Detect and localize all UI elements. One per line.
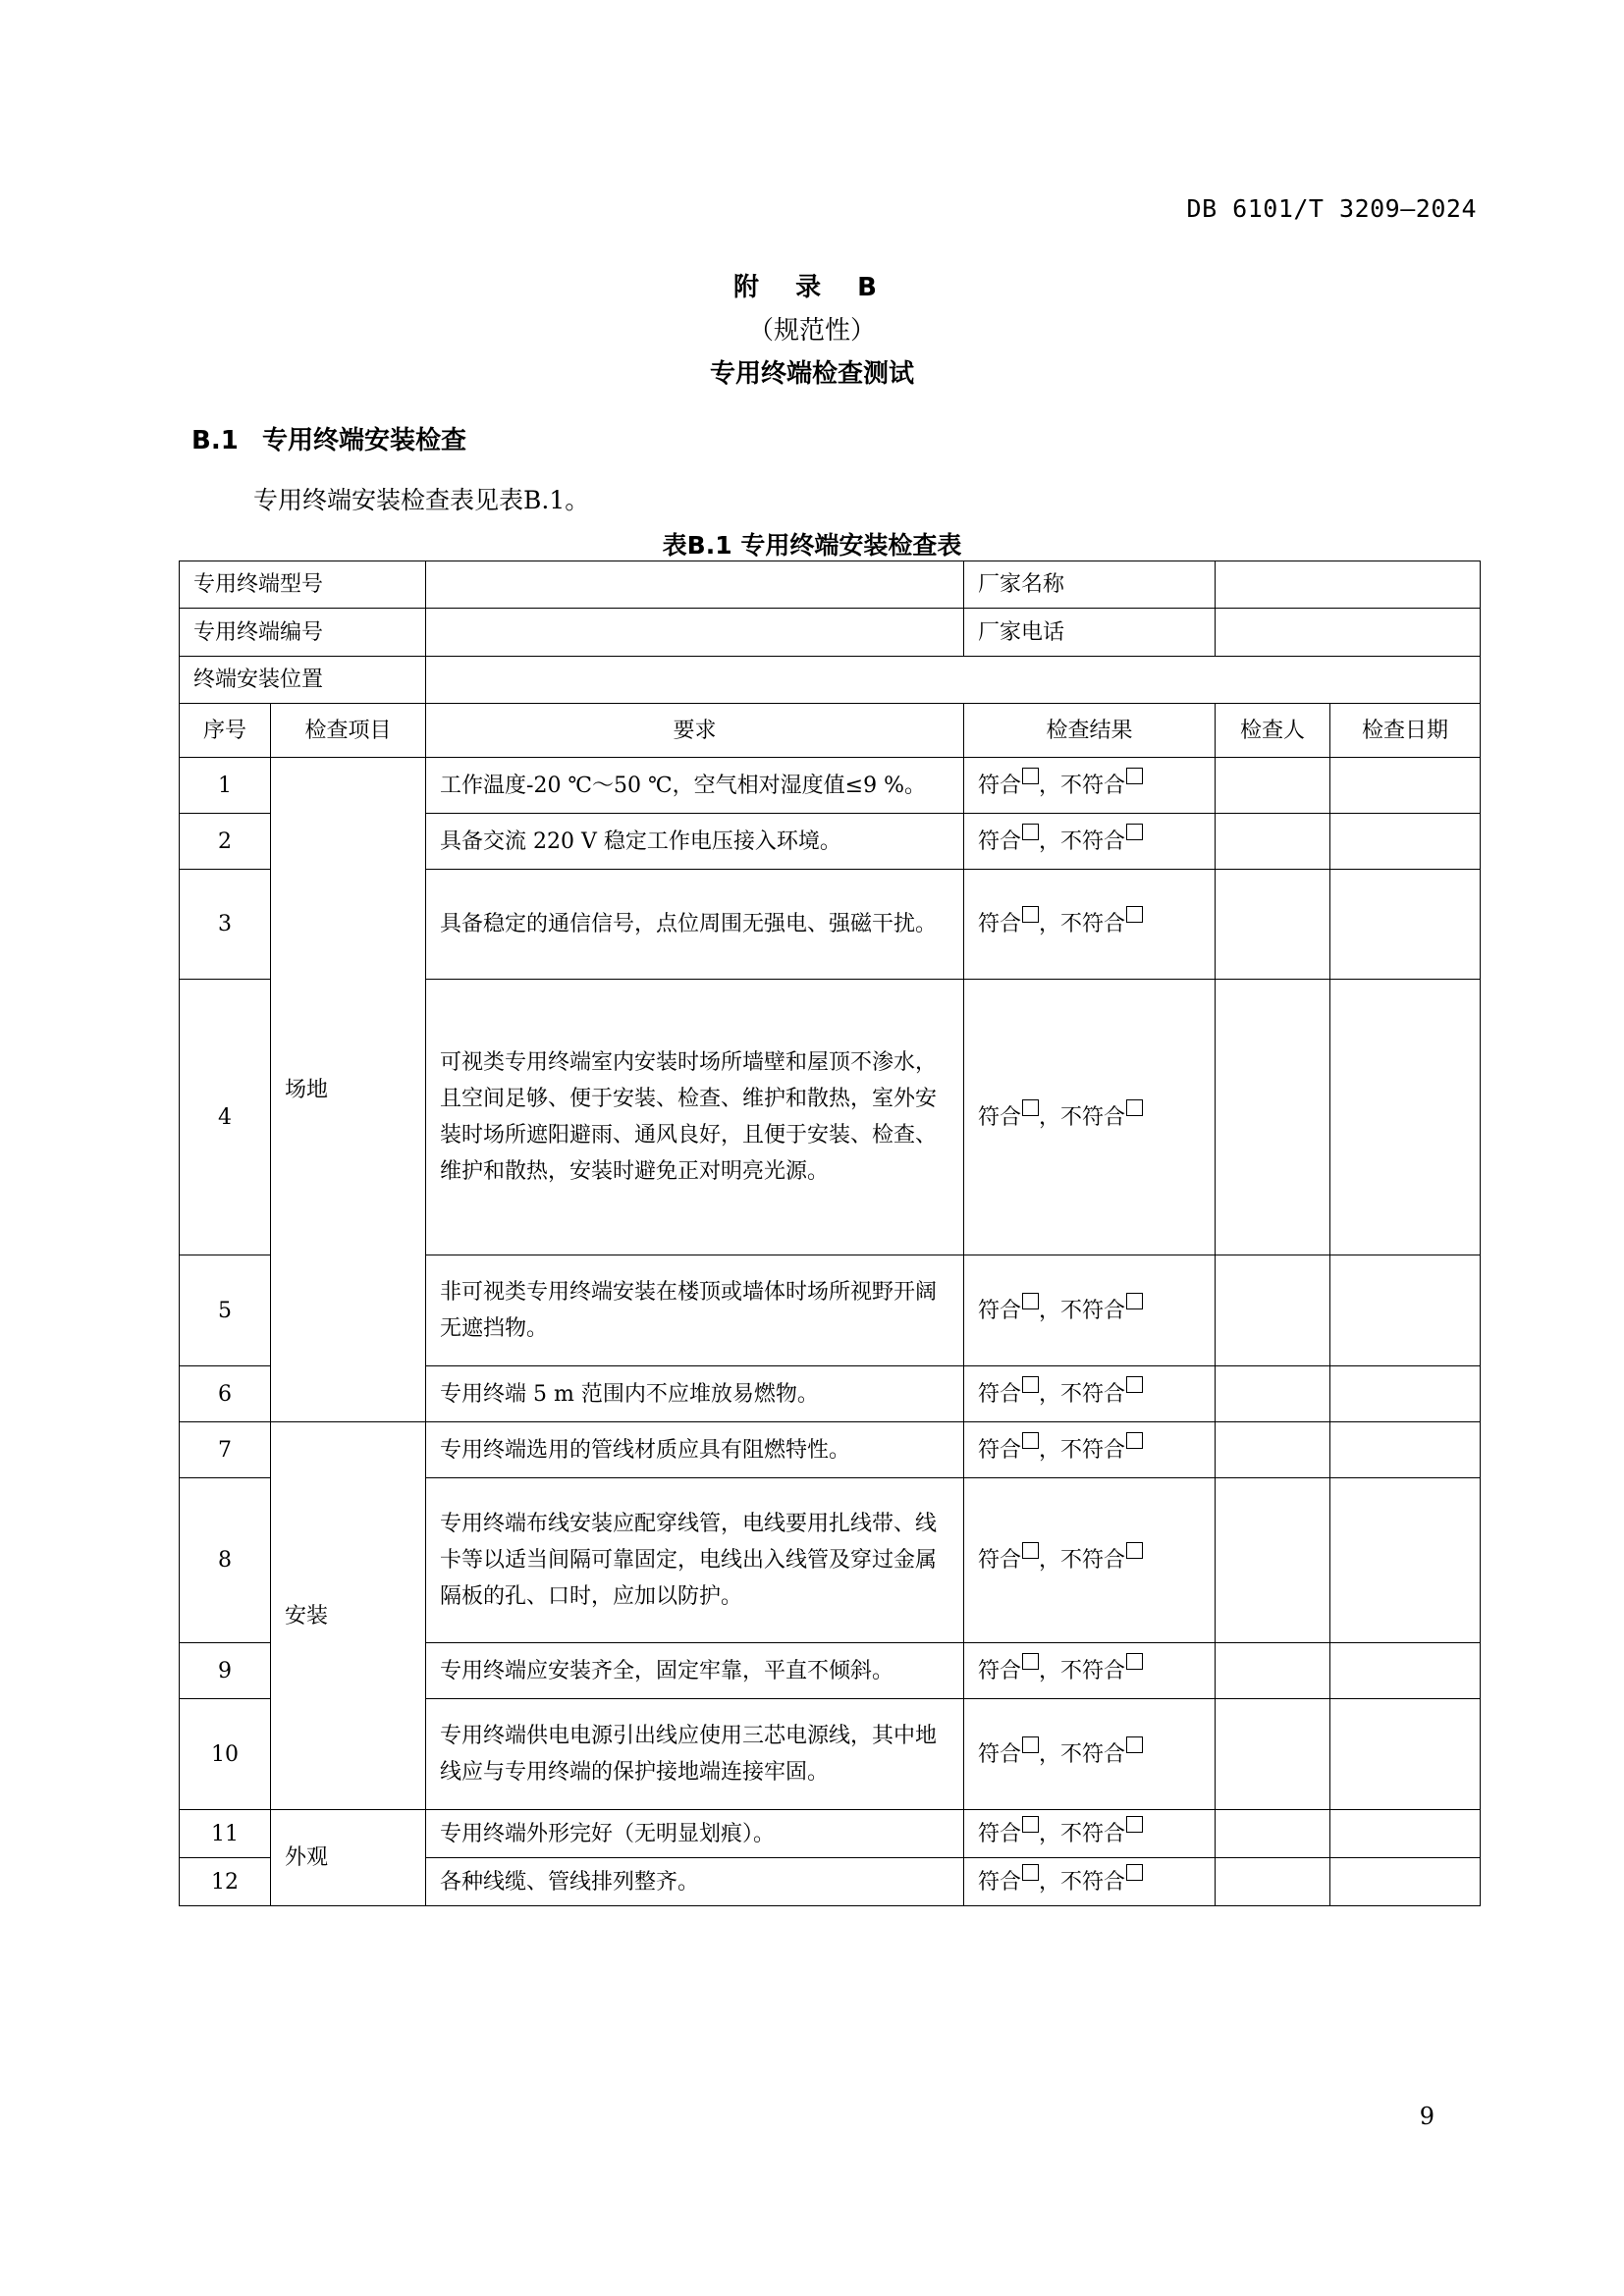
row-result — [964, 1810, 1216, 1858]
row-inspector[interactable] — [1216, 980, 1330, 1255]
nok-checkbox[interactable] — [1126, 1099, 1143, 1116]
ok-label: 符合 — [978, 1381, 1022, 1407]
ok-checkbox[interactable] — [1022, 1432, 1039, 1449]
page-number: 9 — [1419, 2103, 1435, 2130]
row-seq: 5 — [180, 1255, 271, 1366]
info-row-model — [180, 561, 1481, 609]
location-label: 终端安装位置 — [180, 657, 426, 704]
header-result: 检查结果 — [964, 704, 1216, 758]
row-inspector[interactable] — [1216, 1255, 1330, 1366]
nok-label: 不符合 — [1060, 1437, 1126, 1463]
model-value — [426, 561, 964, 609]
nok-label: 不符合 — [1060, 1869, 1126, 1895]
row-result — [964, 1699, 1216, 1810]
nok-label: 不符合 — [1060, 1821, 1126, 1846]
location-value — [426, 657, 1481, 704]
ok-checkbox[interactable] — [1022, 1376, 1039, 1393]
result-separator: ， — [1039, 912, 1061, 936]
row-result — [964, 980, 1216, 1255]
ok-label: 符合 — [978, 1869, 1022, 1895]
row-requirement: 专用终端 5 m 范围内不应堆放易燃物。 — [426, 1366, 964, 1422]
ok-checkbox[interactable] — [1022, 1653, 1039, 1670]
ok-checkbox[interactable] — [1022, 824, 1039, 840]
row-requirement: 工作温度-20 ℃～50 ℃，空气相对湿度值≤9 %。 — [426, 758, 964, 814]
row-requirement: 具备交流 220 V 稳定工作电压接入环境。 — [426, 814, 964, 870]
ok-label: 符合 — [978, 828, 1022, 854]
row-inspector[interactable] — [1216, 758, 1330, 814]
row-date[interactable] — [1330, 1858, 1481, 1906]
ok-label: 符合 — [978, 1298, 1022, 1323]
nok-label: 不符合 — [1060, 828, 1126, 854]
result-separator: ， — [1039, 1437, 1061, 1463]
row-date[interactable] — [1330, 1643, 1481, 1699]
row-result — [964, 1643, 1216, 1699]
document-code: DB 6101/T 3209—2024 — [1186, 194, 1477, 223]
row-date[interactable] — [1330, 814, 1481, 870]
nok-checkbox[interactable] — [1126, 824, 1143, 840]
row-seq: 8 — [180, 1478, 271, 1643]
row-seq: 12 — [180, 1858, 271, 1906]
group-install: 安装 — [271, 1422, 426, 1810]
row-inspector[interactable] — [1216, 1699, 1330, 1810]
result-separator: ， — [1039, 1658, 1061, 1683]
row-result — [964, 1858, 1216, 1906]
header-inspector: 检查人 — [1216, 704, 1330, 758]
nok-label: 不符合 — [1060, 1658, 1126, 1683]
row-requirement: 专用终端选用的管线材质应具有阻燃特性。 — [426, 1422, 964, 1478]
row-requirement: 专用终端供电电源引出线应使用三芯电源线，其中地线应与专用终端的保护接地端连接牢固。 — [426, 1699, 964, 1810]
row-seq: 4 — [180, 980, 271, 1255]
row-date[interactable] — [1330, 1810, 1481, 1858]
row-seq: 9 — [180, 1643, 271, 1699]
row-date[interactable] — [1330, 1478, 1481, 1643]
row-requirement: 专用终端布线安装应配穿线管，电线要用扎线带、线卡等以适当间隔可靠固定，电线出入线管及穿过金属隔板的孔、口时，应加以防护。 — [426, 1478, 964, 1643]
nok-checkbox[interactable] — [1126, 1864, 1143, 1881]
nok-checkbox[interactable] — [1126, 768, 1143, 784]
nok-checkbox[interactable] — [1126, 1653, 1143, 1670]
ok-label: 符合 — [978, 912, 1022, 936]
row-inspector[interactable] — [1216, 1643, 1330, 1699]
info-row-serial — [180, 609, 1481, 657]
annex-title: 附 录 B — [733, 273, 891, 302]
result-separator: ， — [1039, 1869, 1061, 1895]
row-inspector[interactable] — [1216, 1478, 1330, 1643]
row-inspector[interactable] — [1216, 1366, 1330, 1422]
nok-label: 不符合 — [1060, 1381, 1126, 1407]
table-row — [180, 758, 1481, 814]
nok-label: 不符合 — [1060, 912, 1126, 936]
nok-checkbox[interactable] — [1126, 1432, 1143, 1449]
nok-checkbox[interactable] — [1126, 1293, 1143, 1309]
ok-label: 符合 — [978, 1821, 1022, 1846]
row-result — [964, 814, 1216, 870]
row-requirement: 专用终端应安装齐全，固定牢靠，平直不倾斜。 — [426, 1643, 964, 1699]
ok-checkbox[interactable] — [1022, 906, 1039, 923]
maker-value — [1216, 561, 1481, 609]
section-number: B.1 — [191, 426, 239, 455]
result-separator: ， — [1039, 1821, 1061, 1846]
group-site: 场地 — [271, 758, 426, 1422]
ok-label: 符合 — [978, 1548, 1022, 1573]
result-separator: ， — [1039, 828, 1061, 854]
row-inspector[interactable] — [1216, 870, 1330, 980]
row-seq: 1 — [180, 758, 271, 814]
nok-label: 不符合 — [1060, 1548, 1126, 1573]
ok-checkbox[interactable] — [1022, 768, 1039, 784]
result-separator: ， — [1039, 1298, 1061, 1323]
result-separator: ， — [1039, 1548, 1061, 1573]
header-row — [180, 704, 1481, 758]
row-seq: 2 — [180, 814, 271, 870]
annex-type: （规范性） — [747, 316, 876, 346]
table-caption: 表B.1 专用终端安装检查表 — [662, 531, 962, 560]
info-row-location — [180, 657, 1481, 704]
maker-label: 厂家名称 — [964, 561, 1216, 609]
nok-label: 不符合 — [1060, 773, 1126, 798]
section-title: 专用终端安装检查 — [262, 426, 467, 455]
row-result — [964, 758, 1216, 814]
row-result — [964, 1255, 1216, 1366]
ok-label: 符合 — [978, 1104, 1022, 1130]
row-date[interactable] — [1330, 758, 1481, 814]
nok-checkbox[interactable] — [1126, 1816, 1143, 1833]
serial-value — [426, 609, 964, 657]
row-inspector[interactable] — [1216, 814, 1330, 870]
nok-checkbox[interactable] — [1126, 1542, 1143, 1559]
nok-label: 不符合 — [1060, 1741, 1126, 1767]
ok-checkbox[interactable] — [1022, 1099, 1039, 1116]
row-date[interactable] — [1330, 1699, 1481, 1810]
header-requirement: 要求 — [426, 704, 964, 758]
ok-label: 符合 — [978, 1658, 1022, 1683]
result-separator: ， — [1039, 773, 1061, 798]
header-item: 检查项目 — [271, 704, 426, 758]
result-separator: ， — [1039, 1741, 1061, 1767]
ok-checkbox[interactable] — [1022, 1864, 1039, 1881]
row-seq: 6 — [180, 1366, 271, 1422]
row-inspector[interactable] — [1216, 1422, 1330, 1478]
row-date[interactable] — [1330, 1255, 1481, 1366]
group-appearance: 外观 — [271, 1810, 426, 1906]
ok-checkbox[interactable] — [1022, 1293, 1039, 1309]
nok-checkbox[interactable] — [1126, 1376, 1143, 1393]
row-result — [964, 1366, 1216, 1422]
serial-label: 专用终端编号 — [180, 609, 426, 657]
nok-label: 不符合 — [1060, 1298, 1126, 1323]
row-requirement: 各种线缆、管线排列整齐。 — [426, 1858, 964, 1906]
ok-label: 符合 — [978, 1437, 1022, 1463]
phone-label: 厂家电话 — [964, 609, 1216, 657]
row-seq: 10 — [180, 1699, 271, 1810]
table-row — [180, 1422, 1481, 1478]
nok-checkbox[interactable] — [1126, 906, 1143, 923]
intro-paragraph: 专用终端安装检查表见表B.1。 — [253, 486, 590, 514]
row-inspector[interactable] — [1216, 1858, 1330, 1906]
row-requirement: 专用终端外形完好（无明显划痕）。 — [426, 1810, 964, 1858]
ok-label: 符合 — [978, 773, 1022, 798]
ok-checkbox[interactable] — [1022, 1816, 1039, 1833]
nok-checkbox[interactable] — [1126, 1736, 1143, 1753]
result-separator: ， — [1039, 1104, 1061, 1130]
row-requirement: 具备稳定的通信信号，点位周围无强电、强磁干扰。 — [426, 870, 964, 980]
ok-checkbox[interactable] — [1022, 1736, 1039, 1753]
header-date: 检查日期 — [1330, 704, 1481, 758]
nok-label: 不符合 — [1060, 1104, 1126, 1130]
row-date[interactable] — [1330, 1422, 1481, 1478]
phone-value — [1216, 609, 1481, 657]
row-seq: 11 — [180, 1810, 271, 1858]
row-date[interactable] — [1330, 980, 1481, 1255]
row-result — [964, 1422, 1216, 1478]
row-result — [964, 870, 1216, 980]
table-row — [180, 1810, 1481, 1858]
row-seq: 3 — [180, 870, 271, 980]
inspection-table — [179, 561, 1481, 1906]
row-requirement: 可视类专用终端室内安装时场所墙壁和屋顶不渗水，且空间足够、便于安装、检查、维护和散热，室外安装时场所遮阳避雨、通风良好，且便于安装、检查、维护和散热，安装时避免正对明亮光源。 — [426, 980, 964, 1255]
row-inspector[interactable] — [1216, 1810, 1330, 1858]
result-separator: ， — [1039, 1381, 1061, 1407]
ok-checkbox[interactable] — [1022, 1542, 1039, 1559]
annex-name: 专用终端检查测试 — [709, 359, 914, 389]
header-seq: 序号 — [180, 704, 271, 758]
row-date[interactable] — [1330, 1366, 1481, 1422]
row-result — [964, 1478, 1216, 1643]
row-date[interactable] — [1330, 870, 1481, 980]
section-heading — [191, 420, 466, 456]
ok-label: 符合 — [978, 1741, 1022, 1767]
row-seq: 7 — [180, 1422, 271, 1478]
row-requirement: 非可视类专用终端安装在楼顶或墙体时场所视野开阔无遮挡物。 — [426, 1255, 964, 1366]
model-label: 专用终端型号 — [180, 561, 426, 609]
